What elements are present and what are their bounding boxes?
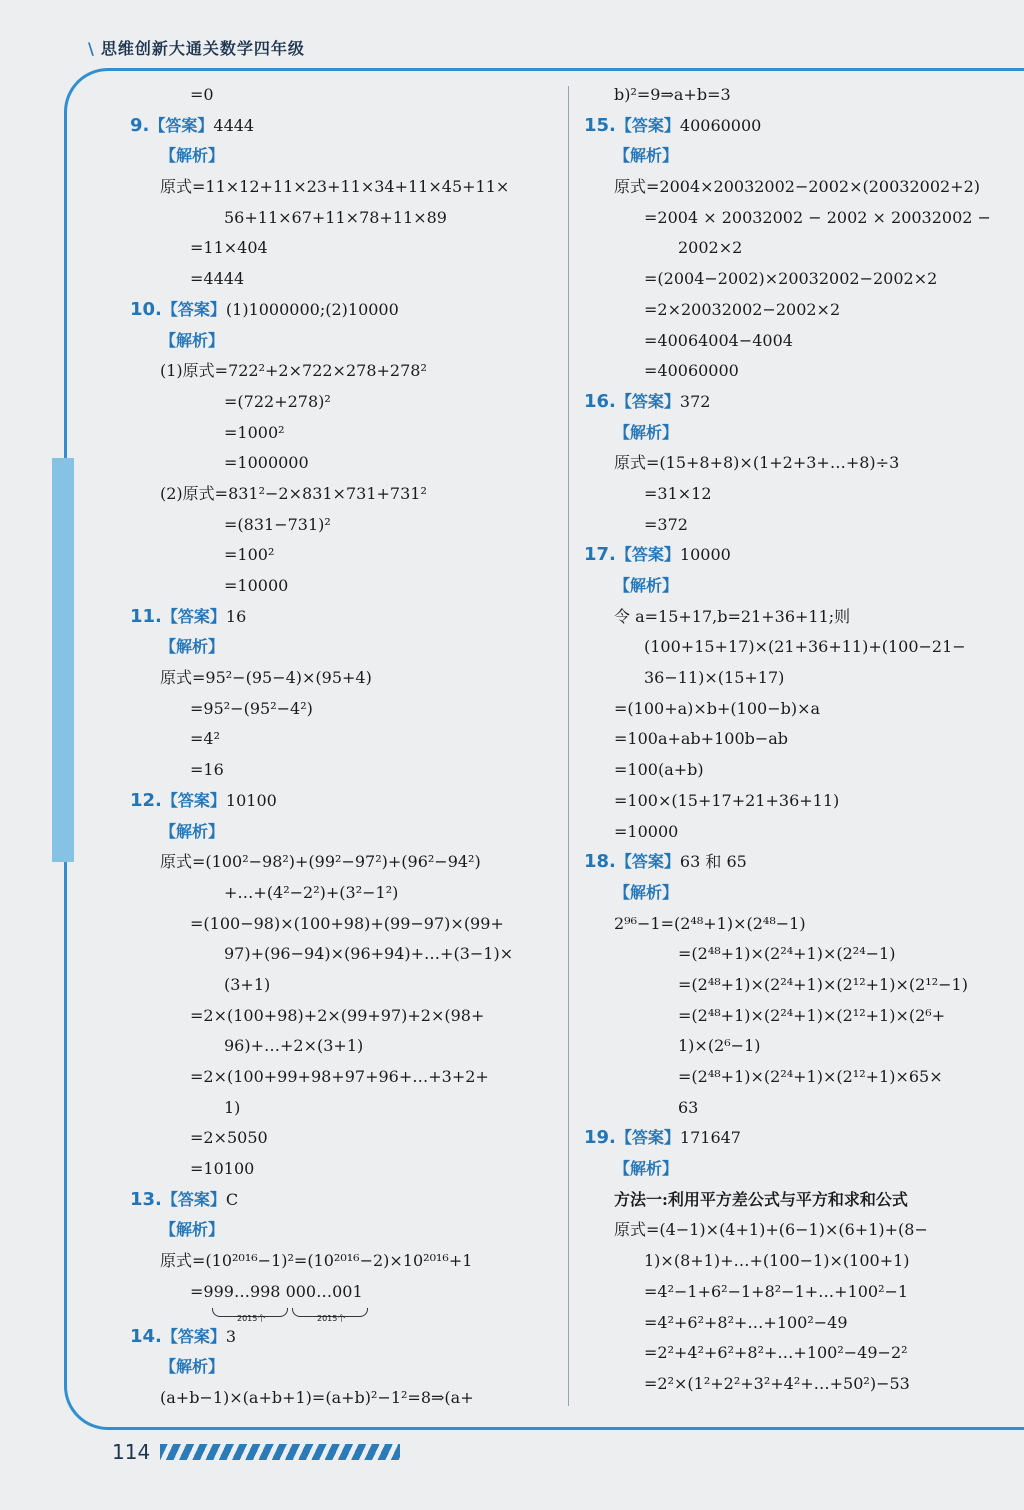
formula-text: (a+b−1)×(a+b+1)=(a+b)²−1²=8⇒(a+ xyxy=(160,1387,474,1407)
formula-text: 2⁹⁶−1=(2⁴⁸+1)×(2⁴⁸−1) xyxy=(614,913,806,933)
formula-text: =372 xyxy=(644,514,688,534)
problem-number: 12. xyxy=(130,789,162,811)
formula-text: =40064004−4004 xyxy=(644,330,793,350)
solution-line xyxy=(584,418,1014,449)
formula-text: =11×404 xyxy=(190,238,268,258)
solution-line xyxy=(584,1062,1014,1093)
solution-line xyxy=(130,571,560,602)
formula-text: 原式=(4−1)×(4+1)+(6−1)×(6+1)+(8− xyxy=(614,1220,928,1240)
problem-number: 18. xyxy=(584,851,616,873)
analysis-label: 【解析】 xyxy=(614,1159,679,1179)
solution-line xyxy=(584,755,1014,786)
solution-line xyxy=(130,970,560,1001)
solution-line xyxy=(584,1338,1014,1369)
formula-text: =(2⁴⁸+1)×(2²⁴+1)×(2¹²+1)×(2⁶+ xyxy=(678,1005,946,1025)
formula-text: 1) xyxy=(224,1097,241,1117)
formula-text: 2002×2 xyxy=(678,238,743,258)
answer-value: 63 和 65 xyxy=(679,852,747,872)
solution-line xyxy=(130,1123,560,1154)
answer-label: 【答案】 xyxy=(161,1189,226,1209)
answer-value: 10000 xyxy=(679,545,731,565)
underbrace-row xyxy=(130,1308,560,1322)
solution-line xyxy=(584,602,1014,633)
solution-line xyxy=(584,80,1014,111)
formula-text: 36−11)×(15+17) xyxy=(644,668,785,688)
formula-text: =10000 xyxy=(224,576,289,595)
solution-line xyxy=(584,387,1014,418)
answer-label: 【答案】 xyxy=(615,1128,680,1148)
solution-line xyxy=(130,1031,560,1062)
solution-line xyxy=(584,356,1014,387)
footer xyxy=(112,1440,400,1464)
solution-line xyxy=(130,1215,560,1246)
formula-text: =100(a+b) xyxy=(614,760,704,780)
solution-line xyxy=(584,847,1014,878)
answer-label: 【答案】 xyxy=(615,852,680,872)
solution-line xyxy=(584,295,1014,326)
answer-value: 10100 xyxy=(225,790,277,810)
solution-line xyxy=(130,939,560,970)
analysis-label: 【解析】 xyxy=(614,576,679,595)
problem-number: 10. xyxy=(130,298,162,320)
solution-line xyxy=(584,326,1014,357)
formula-text: =4444 xyxy=(190,269,245,289)
formula-text: =1000000 xyxy=(224,453,309,473)
solution-line xyxy=(584,1185,1014,1216)
solution-line xyxy=(584,1246,1014,1277)
formula-text: 原式=(100²−98²)+(99²−97²)+(96²−94²) xyxy=(160,852,481,872)
formula-text: =2004 × 20032002 − 2002 × 20032002 − xyxy=(644,207,991,227)
solution-line xyxy=(130,909,560,940)
solution-line xyxy=(130,632,560,663)
analysis-label: 【解析】 xyxy=(160,1220,225,1240)
formula-text: =999…998 000…001 xyxy=(190,1281,363,1301)
analysis-label: 【解析】 xyxy=(614,882,679,902)
solution-line xyxy=(584,1031,1014,1062)
solution-line xyxy=(584,448,1014,479)
formula-text: +…+(4²−2²)+(3²−1²) xyxy=(224,882,399,902)
solution-line xyxy=(130,602,560,633)
solution-line xyxy=(130,111,560,142)
formula-text: 方法一:利用平方差公式与平方和求和公式 xyxy=(614,1189,908,1209)
formula-text: (100+15+17)×(21+36+11)+(100−21− xyxy=(644,637,966,657)
column-divider xyxy=(568,86,569,1406)
formula-text: =2×20032002−2002×2 xyxy=(644,299,841,319)
solution-line xyxy=(130,1277,560,1308)
solution-line xyxy=(584,1123,1014,1154)
solution-line xyxy=(584,172,1014,203)
solution-line xyxy=(584,1277,1014,1308)
answer-value: 171647 xyxy=(679,1128,741,1148)
solution-line xyxy=(130,724,560,755)
problem-number: 16. xyxy=(584,390,616,412)
formula-text: =2×5050 xyxy=(190,1128,268,1148)
formula-text: =(2⁴⁸+1)×(2²⁴+1)×(2²⁴−1) xyxy=(678,944,896,964)
left-column xyxy=(130,80,560,1414)
analysis-label: 【解析】 xyxy=(614,422,679,442)
answer-label: 【答案】 xyxy=(615,391,680,411)
formula-text: =2×(100+98)+2×(99+97)+2×(98+ xyxy=(190,1005,485,1025)
solution-line xyxy=(130,1062,560,1093)
formula-text: =0 xyxy=(190,85,214,104)
solution-line xyxy=(130,1383,560,1414)
formula-text: 原式=2004×20032002−2002×(20032002+2) xyxy=(614,177,981,197)
solution-line xyxy=(130,172,560,203)
formula-text: 原式=(10²⁰¹⁶−1)²=(10²⁰¹⁶−2)×10²⁰¹⁶+1 xyxy=(160,1251,473,1271)
solution-line xyxy=(584,540,1014,571)
solution-line xyxy=(130,295,560,326)
answer-value: 3 xyxy=(225,1326,237,1346)
problem-number: 17. xyxy=(584,544,616,566)
solution-line xyxy=(584,1093,1014,1124)
formula-text: =2×(100+99+98+97+96+…+3+2+ xyxy=(190,1067,489,1086)
answer-label: 【答案】 xyxy=(161,606,226,626)
formula-text: =(2⁴⁸+1)×(2²⁴+1)×(2¹²+1)×65× xyxy=(678,1067,943,1086)
solution-line xyxy=(584,694,1014,725)
formula-text: 令 a=15+17,b=21+36+11;则 xyxy=(614,606,851,626)
brace-label-zeros: 2015个 xyxy=(317,1313,346,1323)
solution-line xyxy=(584,663,1014,694)
formula-text: =2²×(1²+2²+3²+4²+…+50²)−53 xyxy=(644,1373,910,1393)
solution-line xyxy=(130,817,560,848)
formula-text: =10100 xyxy=(190,1159,255,1179)
solution-line xyxy=(584,1154,1014,1185)
answer-value: 40060000 xyxy=(679,115,762,135)
solution-line xyxy=(584,141,1014,172)
solution-line xyxy=(130,540,560,571)
solution-line xyxy=(130,418,560,449)
solution-line xyxy=(130,80,560,111)
formula-text: =100a+ab+100b−ab xyxy=(614,729,789,749)
formula-text: =16 xyxy=(190,760,224,780)
solution-line xyxy=(584,1215,1014,1246)
solution-line xyxy=(584,510,1014,541)
page-number: 114 xyxy=(112,1440,151,1464)
solution-line xyxy=(130,203,560,234)
formula-text: =4²+6²+8²+…+100²−49 xyxy=(644,1312,848,1332)
solution-line xyxy=(584,786,1014,817)
formula-text: 1)×(2⁶−1) xyxy=(678,1036,761,1056)
solution-line xyxy=(130,326,560,357)
header-slash-icon: \ xyxy=(88,39,95,58)
answer-value: 4444 xyxy=(213,115,255,135)
problem-number: 19. xyxy=(584,1127,616,1149)
formula-text: =(2004−2002)×20032002−2002×2 xyxy=(644,269,938,289)
solution-line xyxy=(130,1246,560,1277)
formula-text: (3+1) xyxy=(224,974,271,994)
solution-line xyxy=(130,1322,560,1353)
formula-text: 原式=(15+8+8)×(1+2+3+…+8)÷3 xyxy=(614,453,900,473)
solution-line xyxy=(130,356,560,387)
solution-line xyxy=(130,479,560,510)
book-title: 思维创新大通关数学四年级 xyxy=(100,39,305,58)
problem-number: 14. xyxy=(130,1325,162,1347)
solution-line xyxy=(584,111,1014,142)
formula-text: b)²=9⇒a+b=3 xyxy=(614,85,731,104)
formula-text: =4²−1+6²−1+8²−1+…+100²−1 xyxy=(644,1281,909,1301)
formula-text: 56+11×67+11×78+11×89 xyxy=(224,207,447,227)
solution-line xyxy=(130,510,560,541)
problem-number: 11. xyxy=(130,605,162,627)
solution-line xyxy=(584,909,1014,940)
solution-line xyxy=(130,878,560,909)
solution-line xyxy=(584,571,1014,602)
solution-line xyxy=(584,632,1014,663)
brace-label-nines: 2015个 xyxy=(237,1313,266,1323)
answer-label: 【答案】 xyxy=(149,115,214,135)
formula-text: 原式=95²−(95−4)×(95+4) xyxy=(160,668,372,688)
analysis-label: 【解析】 xyxy=(160,1357,225,1377)
answer-label: 【答案】 xyxy=(161,299,226,319)
solution-line xyxy=(130,1352,560,1383)
solution-line xyxy=(584,1001,1014,1032)
formula-text: =40060000 xyxy=(644,361,739,381)
solution-line xyxy=(130,1001,560,1032)
solution-line xyxy=(130,387,560,418)
solution-line xyxy=(130,786,560,817)
solution-line xyxy=(130,694,560,725)
answer-value: C xyxy=(225,1189,239,1209)
solution-line xyxy=(584,878,1014,909)
problem-number: 9. xyxy=(130,114,150,136)
answer-label: 【答案】 xyxy=(161,790,226,810)
formula-text: (2)原式=831²−2×831×731+731² xyxy=(160,483,427,503)
solution-line xyxy=(130,448,560,479)
formula-text: =2²+4²+6²+8²+…+100²−49−2² xyxy=(644,1343,908,1363)
analysis-label: 【解析】 xyxy=(160,146,225,166)
answer-value: 372 xyxy=(679,391,711,411)
formula-text: =100² xyxy=(224,545,275,565)
side-tab xyxy=(52,458,74,862)
solution-line xyxy=(130,264,560,295)
formula-text: 63 xyxy=(678,1097,699,1117)
formula-text: =10000 xyxy=(614,821,679,841)
formula-text: 原式=11×12+11×23+11×34+11×45+11× xyxy=(160,177,510,197)
solution-line xyxy=(584,264,1014,295)
answer-value: 16 xyxy=(225,606,247,626)
formula-text: =(722+278)² xyxy=(224,391,331,411)
solution-line xyxy=(130,847,560,878)
solution-line xyxy=(130,755,560,786)
analysis-label: 【解析】 xyxy=(160,637,225,657)
formula-text: =(100−98)×(100+98)+(99−97)×(99+ xyxy=(190,913,504,933)
formula-text: (1)原式=722²+2×722×278+278² xyxy=(160,361,427,381)
solution-line xyxy=(584,724,1014,755)
problem-number: 15. xyxy=(584,114,616,136)
solution-line xyxy=(130,233,560,264)
formula-text: =95²−(95²−4²) xyxy=(190,698,313,718)
right-column xyxy=(584,80,1014,1400)
formula-text: =31×12 xyxy=(644,483,712,503)
solution-line xyxy=(584,817,1014,848)
analysis-label: 【解析】 xyxy=(160,330,225,350)
answer-value: (1)1000000;(2)10000 xyxy=(225,299,399,319)
formula-text: =(2⁴⁸+1)×(2²⁴+1)×(2¹²+1)×(2¹²−1) xyxy=(678,974,968,994)
solution-line xyxy=(130,141,560,172)
solution-line xyxy=(584,1308,1014,1339)
formula-text: =(100+a)×b+(100−b)×a xyxy=(614,698,821,718)
answer-label: 【答案】 xyxy=(615,545,680,565)
answer-label: 【答案】 xyxy=(615,115,680,135)
running-header xyxy=(88,36,305,59)
solution-line xyxy=(584,203,1014,234)
solution-line xyxy=(130,1154,560,1185)
formula-text: =4² xyxy=(190,729,220,749)
solution-line xyxy=(130,1185,560,1216)
formula-text: 1)×(8+1)+…+(100−1)×(100+1) xyxy=(644,1251,910,1271)
solution-line xyxy=(584,1369,1014,1400)
solution-line xyxy=(130,663,560,694)
analysis-label: 【解析】 xyxy=(614,146,679,166)
solution-line xyxy=(584,939,1014,970)
formula-text: 97)+(96−94)×(96+94)+…+(3−1)× xyxy=(224,944,514,964)
solution-line xyxy=(130,1093,560,1124)
decorative-stripes xyxy=(160,1444,400,1460)
formula-text: =1000² xyxy=(224,422,285,442)
answer-label: 【答案】 xyxy=(161,1326,226,1346)
solution-line xyxy=(584,479,1014,510)
problem-number: 13. xyxy=(130,1188,162,1210)
analysis-label: 【解析】 xyxy=(160,821,225,841)
solution-line xyxy=(584,233,1014,264)
formula-text: =(831−731)² xyxy=(224,514,331,534)
solution-line xyxy=(584,970,1014,1001)
formula-text: =100×(15+17+21+36+11) xyxy=(614,790,840,810)
formula-text: 96)+…+2×(3+1) xyxy=(224,1036,364,1056)
